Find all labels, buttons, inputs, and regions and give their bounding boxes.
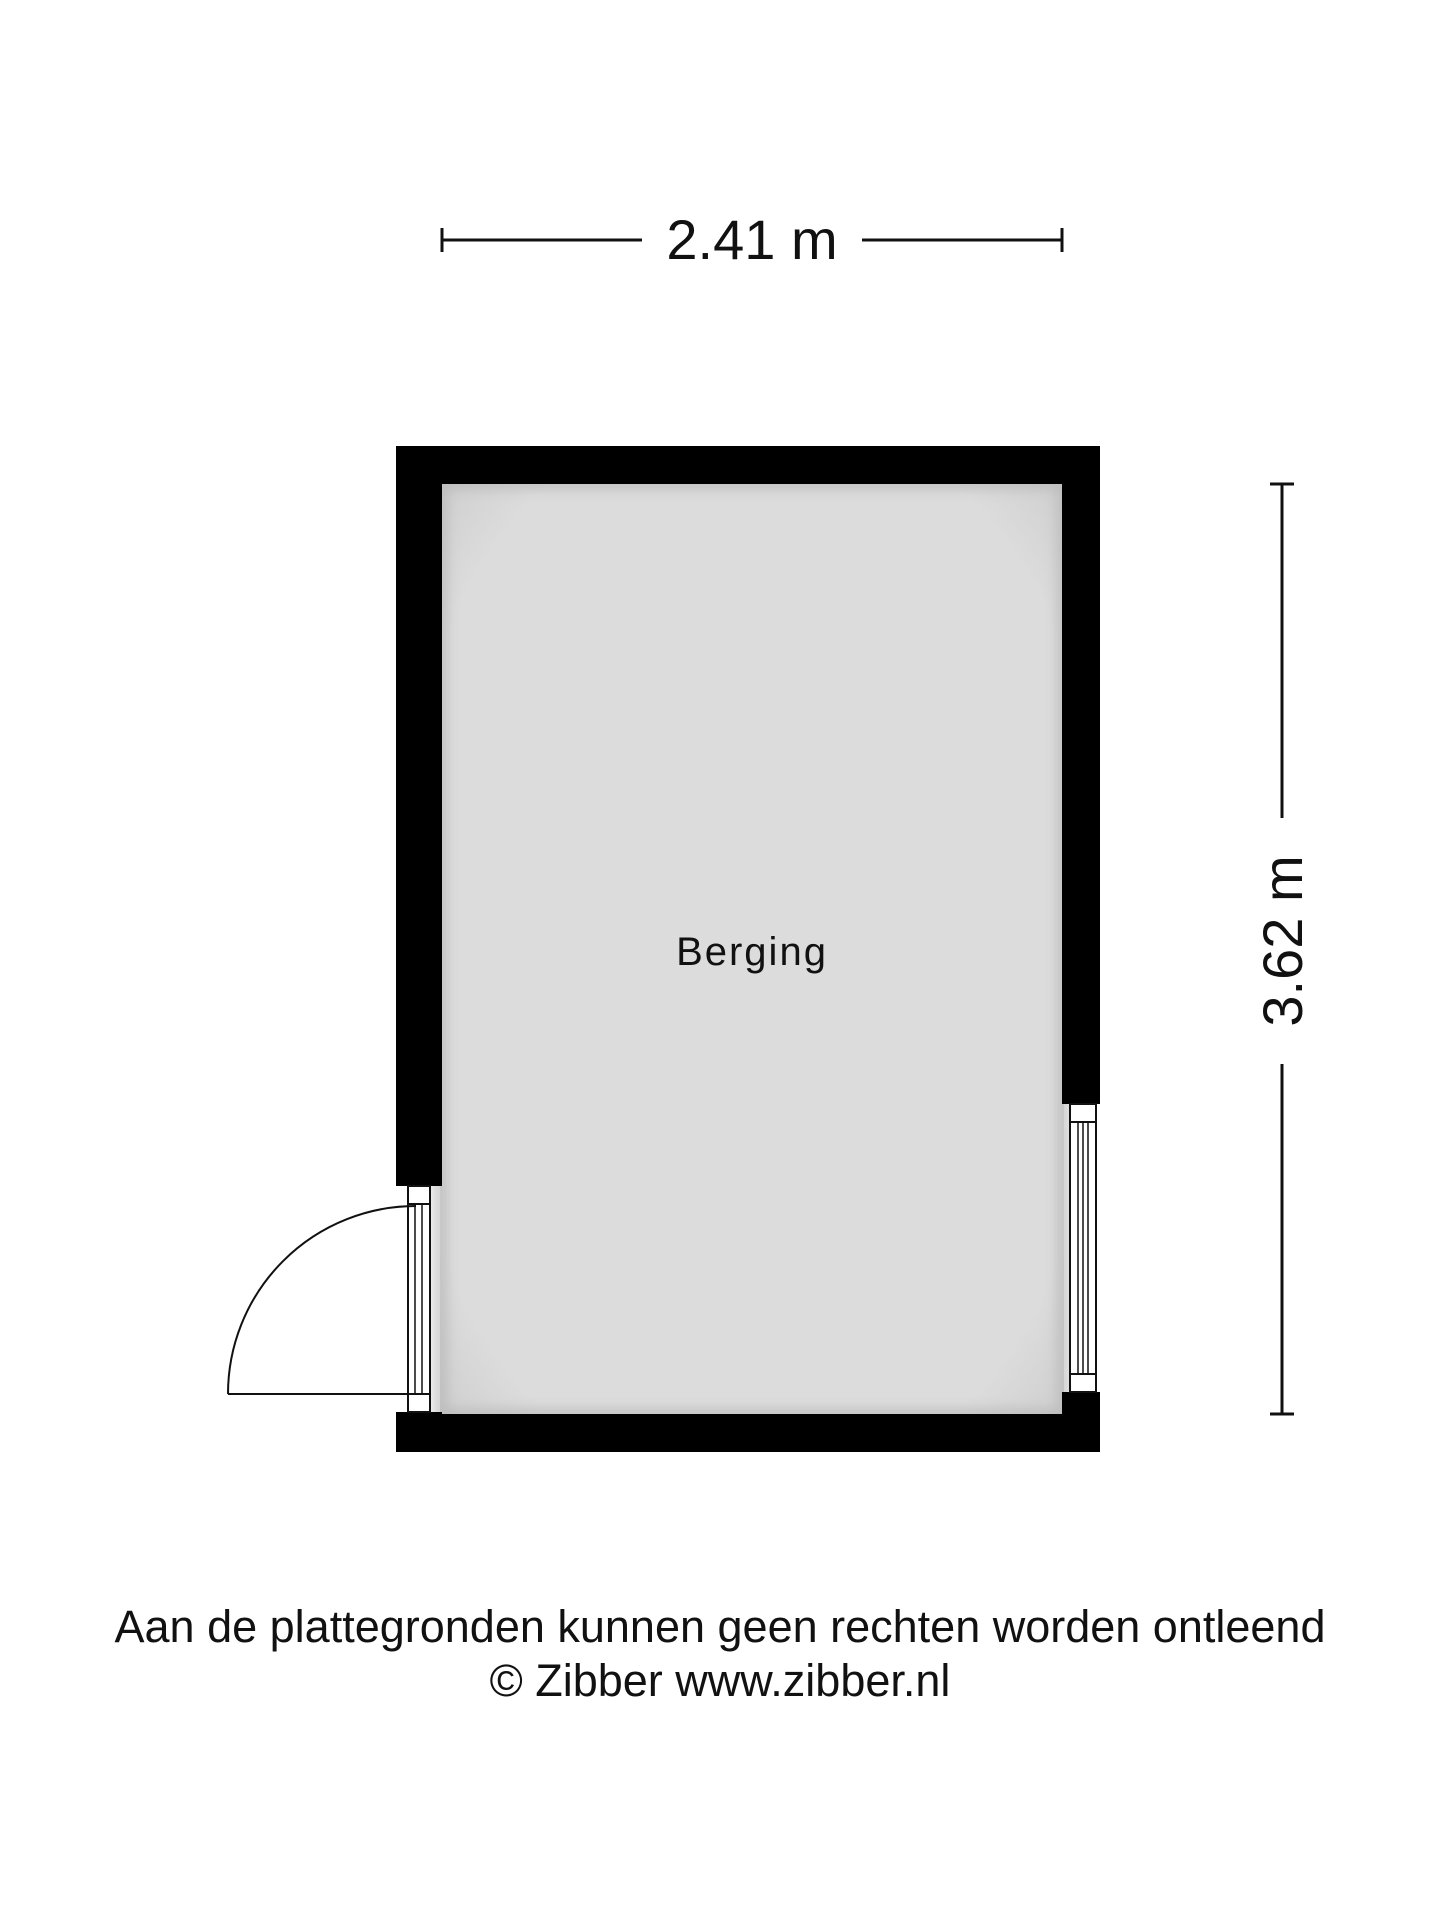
width-dimension-label: 2.41 m (666, 208, 838, 271)
height-dimension-line (1251, 484, 1314, 1414)
height-dimension-label: 3.62 m (1251, 855, 1314, 1027)
room-label: Berging (676, 930, 828, 974)
disclaimer-text: Aan de plattegronden kunnen geen rechten worden ontleend (114, 1601, 1326, 1652)
door (228, 1186, 430, 1412)
copyright-text: © Zibber www.zibber.nl (489, 1655, 951, 1706)
width-dimension-line (442, 208, 1062, 271)
door-swing-arc (228, 1206, 416, 1394)
window (1070, 1104, 1096, 1392)
